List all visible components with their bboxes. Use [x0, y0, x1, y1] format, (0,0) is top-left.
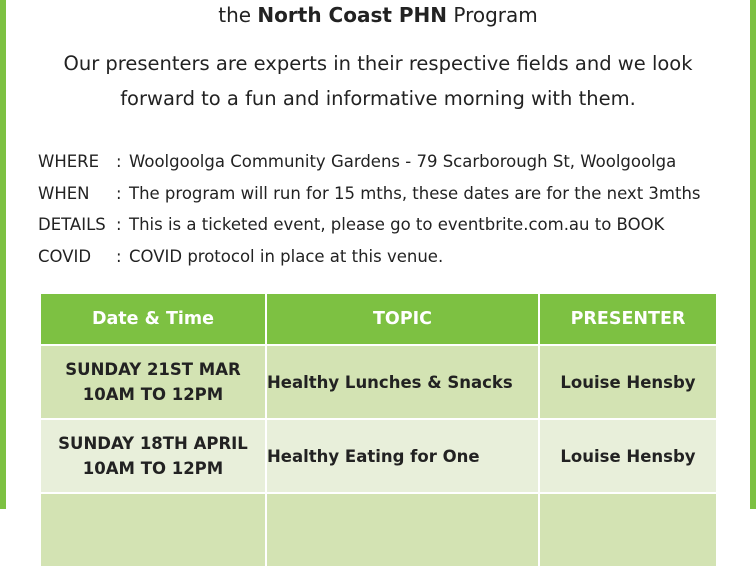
time-line: 10AM TO 12PM: [82, 385, 224, 404]
intro-paragraph: Our presenters are experts in their respective fields and we look forward to a fun and informative morning with them.: [63, 52, 693, 110]
detail-separator: :: [116, 152, 122, 172]
detail-separator: :: [116, 246, 122, 266]
detail-where: [38, 146, 738, 178]
detail-value: COVID protocol in place at this venue.: [129, 246, 444, 266]
detail-details: [38, 209, 738, 241]
detail-value: This is a ticketed event, please go to eventbrite.com.au to BOOK: [129, 215, 665, 235]
date-cell: [40, 493, 266, 567]
detail-covid: [38, 241, 738, 273]
schedule-table: [39, 292, 718, 568]
left-green-border: [0, 0, 6, 509]
program-heading: [0, 2, 756, 28]
topic-cell: [266, 493, 539, 567]
table-row: [40, 419, 717, 493]
time-line: 10AM TO 12PM: [82, 459, 224, 478]
date-line: SUNDAY 21ST MAR: [65, 360, 241, 379]
column-header-topic: TOPIC: [266, 293, 539, 345]
right-green-border: [750, 0, 756, 509]
event-details: [38, 146, 738, 272]
heading-org-name: North Coast PHN: [257, 3, 448, 27]
heading-prefix: the: [218, 3, 258, 27]
detail-key: COVID: [38, 246, 92, 266]
presenter-cell: [539, 493, 717, 567]
topic-cell: Healthy Eating for One: [266, 419, 539, 493]
date-cell: [40, 345, 266, 419]
table-row: [40, 493, 717, 567]
detail-separator: :: [116, 215, 122, 235]
column-header-presenter: PRESENTER: [539, 293, 717, 345]
topic-cell: Healthy Lunches & Snacks: [266, 345, 539, 419]
detail-separator: :: [116, 183, 122, 203]
table-row: [40, 345, 717, 419]
column-header-date: Date & Time: [40, 293, 266, 345]
heading-suffix: Program: [447, 3, 538, 27]
detail-value: Woolgoolga Community Gardens - 79 Scarborough St, Woolgoolga: [129, 152, 677, 172]
detail-key: DETAILS: [38, 215, 106, 235]
date-line: SUNDAY 18TH APRIL: [58, 434, 248, 453]
detail-key: WHEN: [38, 183, 90, 203]
presenter-cell: Louise Hensby: [539, 419, 717, 493]
presenter-cell: Louise Hensby: [539, 345, 717, 419]
table-header-row: [40, 293, 717, 345]
detail-when: [38, 178, 738, 210]
date-cell: [40, 419, 266, 493]
detail-key: WHERE: [38, 152, 100, 172]
detail-value: The program will run for 15 mths, these dates are for the next 3mths: [129, 183, 701, 203]
